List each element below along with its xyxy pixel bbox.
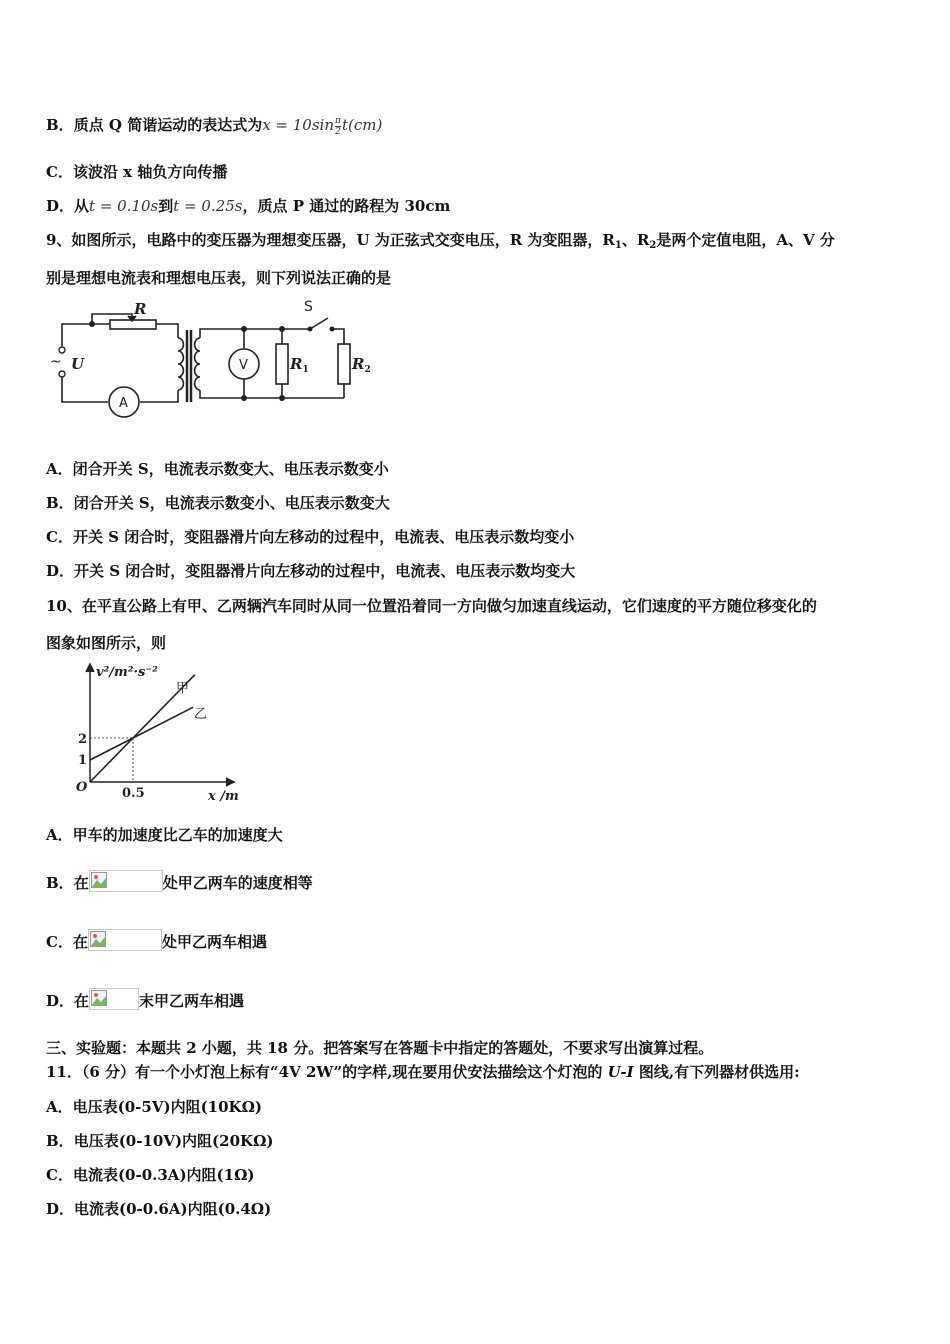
q9-stem-line2: 别是理想电流表和理想电压表，则下列说法正确的是 bbox=[46, 269, 392, 287]
q11-option-a: A．电压表(0-5V)内阻(10KΩ) bbox=[46, 1098, 263, 1116]
q8-option-b bbox=[46, 114, 382, 137]
formula: t = 0.25s bbox=[173, 197, 243, 215]
y-tick-1: 1 bbox=[78, 753, 88, 768]
broken-image-icon bbox=[89, 870, 163, 892]
q9-option-b: B．闭合开关 S，电流表示数变小、电压表示数变大 bbox=[46, 494, 390, 512]
broken-image-icon bbox=[89, 988, 139, 1010]
label-tilde: ~ bbox=[50, 354, 62, 370]
label-u: U bbox=[71, 355, 85, 373]
v2-x-chart bbox=[44, 660, 244, 802]
formula: t = 0.10s bbox=[89, 197, 159, 215]
broken-image-icon bbox=[88, 929, 162, 951]
q9-option-d: D．开关 S 闭合时，变阻器滑片向左移动的过程中，电流表、电压表示数均变大 bbox=[46, 562, 576, 580]
q10-option-c: C．在 处甲乙两车相遇 bbox=[46, 929, 267, 952]
label-s: S bbox=[304, 299, 313, 315]
series-label-jia: 甲 bbox=[176, 681, 190, 696]
option-label: B． bbox=[46, 116, 74, 134]
switch bbox=[310, 318, 328, 329]
section-3-heading: 三、实验题：本题共 2 小题，共 18 分。把答案写在答题卡中指定的答题处，不要求写出演算过程。 bbox=[46, 1039, 714, 1057]
q8-option-c: C．该波沿 x 轴负方向传播 bbox=[46, 163, 228, 181]
resistor-r1 bbox=[276, 344, 288, 384]
q11-option-b: B．电压表(0-10V)内阻(20KΩ) bbox=[46, 1132, 274, 1150]
label-r: R bbox=[134, 300, 147, 318]
formula: x = 10sin $\frac{\pi}{2}$ t(cm) bbox=[262, 115, 383, 137]
circuit-diagram bbox=[44, 294, 376, 424]
origin-label: O bbox=[76, 780, 88, 795]
label-v: V bbox=[239, 358, 248, 373]
label-r1: $R_1$ bbox=[290, 355, 309, 375]
series-label-yi: 乙 bbox=[194, 707, 208, 722]
q9-stem-line1: 9、如图所示，电路中的变压器为理想变压器，U 为正弦式交变电压，R 为变阻器，$R_1$、$R_2$是两个定值电阻，A、V 分 bbox=[46, 231, 835, 251]
label-r2: $R_2$ bbox=[352, 355, 371, 375]
q10-option-b: B．在 处甲乙两车的速度相等 bbox=[46, 870, 313, 893]
fraction: $\frac{\pi}{2}$ bbox=[335, 115, 341, 137]
primary-wire-top bbox=[62, 324, 92, 346]
q9-option-c: C．开关 S 闭合时，变阻器滑片向左移动的过程中，电流表、电压表示数均变小 bbox=[46, 528, 575, 546]
option-text: 质点 Q 简谐运动的表达式为 bbox=[73, 116, 263, 134]
label-a: A bbox=[119, 396, 128, 411]
primary-coil bbox=[178, 338, 183, 390]
rheostat bbox=[110, 320, 156, 329]
q10-option-a: A．甲车的加速度比乙车的加速度大 bbox=[46, 826, 283, 844]
q11-stem: 11．（6 分）有一个小灯泡上标有“4V 2W”的字样,现在要用伏安法描绘这个灯泡的 U-I 图线,有下列器材供选用: bbox=[46, 1063, 800, 1081]
series-line-yi bbox=[90, 707, 193, 760]
x-tick-0.5: 0.5 bbox=[122, 786, 145, 801]
q8-option-d: D．从t = 0.10s到t = 0.25s，质点 P 通过的路程为 30cm bbox=[46, 197, 451, 215]
secondary-coil bbox=[195, 338, 200, 390]
q11-option-d: D．电流表(0-0.6A)内阻(0.4Ω) bbox=[46, 1200, 272, 1218]
y-axis-label: v²/m²·s⁻² bbox=[96, 665, 158, 680]
x-axis-label: x /m bbox=[208, 789, 239, 802]
q10-option-d: D．在 末甲乙两车相遇 bbox=[46, 988, 244, 1011]
resistor-r2 bbox=[338, 344, 350, 384]
q11-option-c: C．电流表(0-0.3A)内阻(1Ω) bbox=[46, 1166, 255, 1184]
y-tick-2: 2 bbox=[78, 732, 88, 747]
q10-stem-line1: 10、在平直公路上有甲、乙两辆汽车同时从同一位置沿着同一方向做匀加速直线运动，它们速度的平方随位移变化的 bbox=[46, 597, 817, 615]
q9-option-a: A．闭合开关 S，电流表示数变大、电压表示数变小 bbox=[46, 460, 389, 478]
q10-stem-line2: 图象如图所示，则 bbox=[46, 634, 167, 652]
rheostat-slider-wire bbox=[92, 314, 132, 324]
